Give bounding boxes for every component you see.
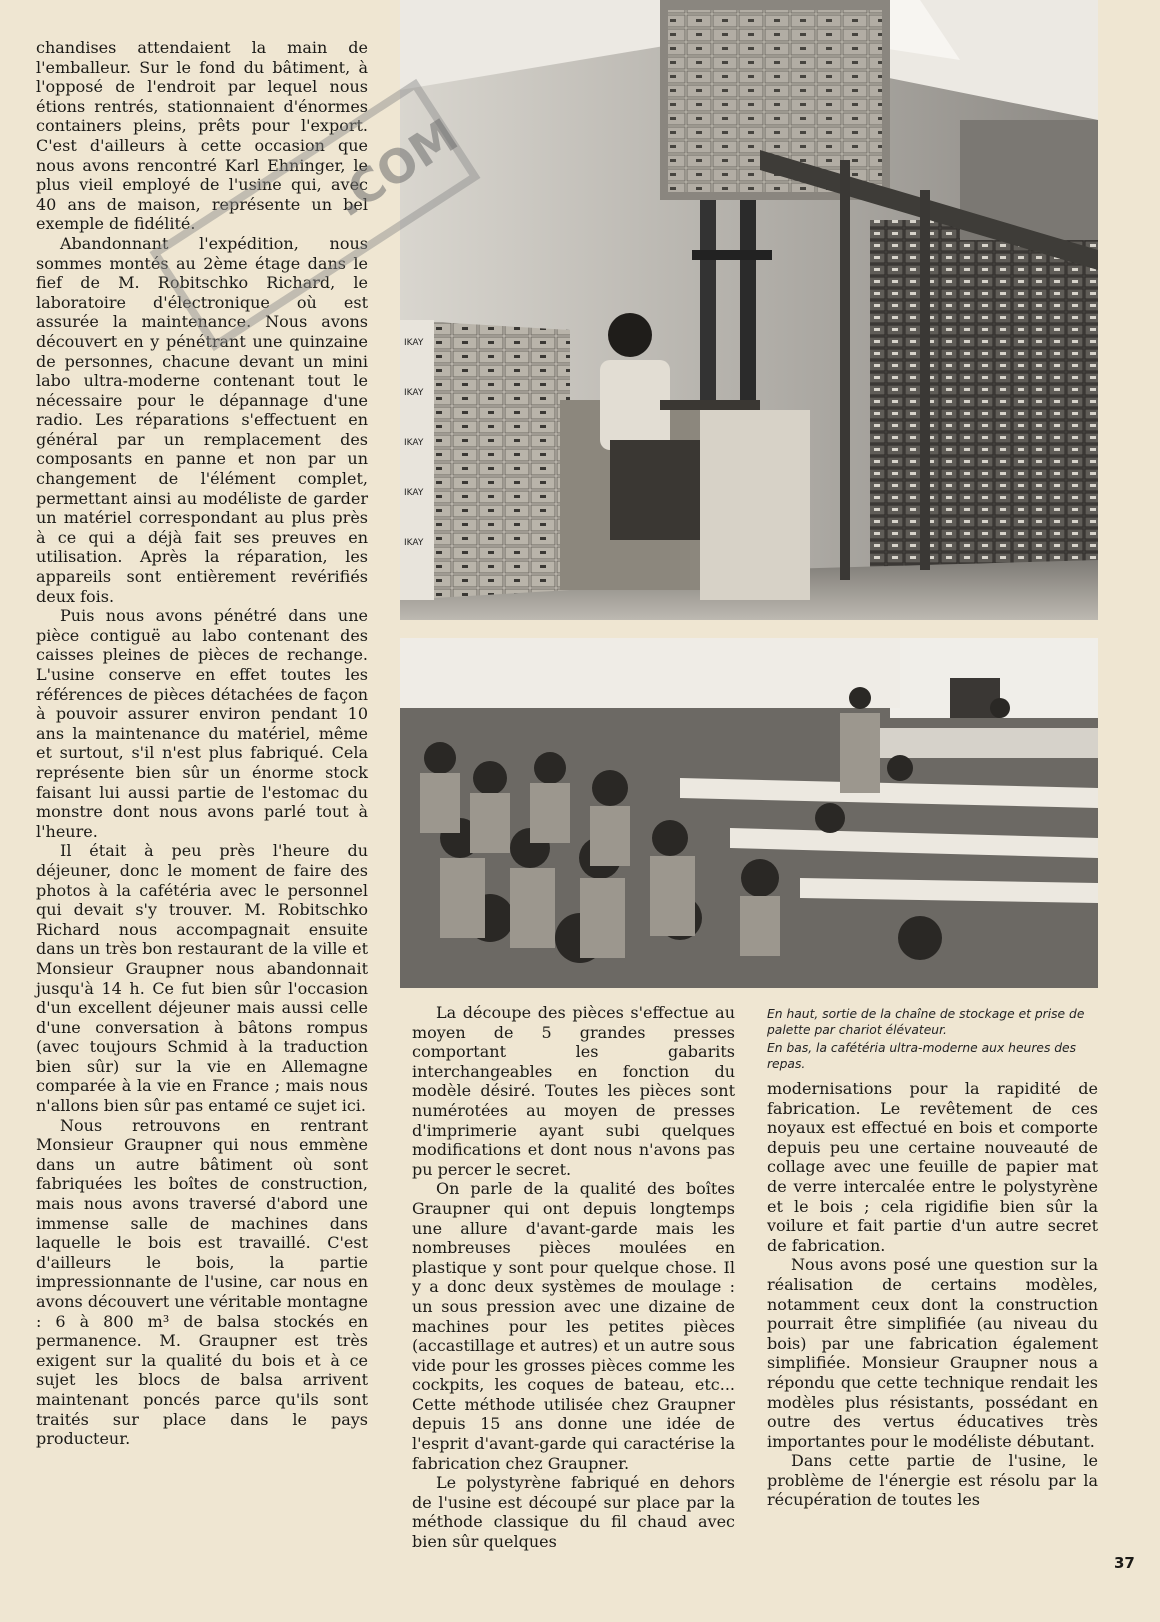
shelf-label: IKAY	[404, 538, 424, 548]
cafeteria-photo	[400, 638, 1098, 988]
paragraph: Nous avons posé une question sur la réalisation de certains modèles, notamment ceux dont la construction pourrait être simplifiée (au niveau du bois) par une fabrication également simplifiée. Monsieur Graupner nous a répondu que cette technique rendait les modèles plus résistants, possédant en outre des vertus éducatives très importantes pour le modéliste débutant.	[767, 1255, 1098, 1451]
photo-caption-top: En haut, sortie de la chaîne de stockage et prise de palette par chariot élévateur.	[767, 1007, 1085, 1037]
article-column-2	[412, 1003, 735, 1552]
paragraph: modernisations pour la rapidité de fabrication. Le revêtement de ces noyaux est effectué en bois et comporte depuis peu une certaine nouveauté de collage avec une feuille de papier mat de verre intercalée entre le polystyrène et le bois ; cela rigidifie bien sûr la voilure et fait partie d'un autre secret de fabrication.	[767, 1079, 1098, 1255]
paragraph: Dans cette partie de l'usine, le problème de l'énergie est résolu par la récupération de toutes les	[767, 1451, 1098, 1510]
paragraph: Abandonnant l'expédition, nous sommes montés au 2ème étage dans le fief de M. Robitschko Richard, le laboratoire d'électronique où est assurée la maintenance. Nous avons découvert en y pénétrant une quinzaine de personnes, chacune devant un mini labo ultra-moderne contenant tout le nécessaire pour le dépannage d'une radio. Les réparations s'effectuent en général par un remplacement des composants en panne et non par un changement de l'élément complet, permettant ainsi au modéliste de garder un matériel correspondant au plus près à ce qui a déjà fait ses preuves en utilisation. Après la réparation, les appareils sont entièrement revérifiés deux fois.	[36, 233, 368, 606]
shelf-label: IKAY	[404, 438, 424, 448]
paragraph: La découpe des pièces s'effectue au moyen de 5 grandes presses comportant les gabarits interchangeables en fonction du modèle désiré. Toutes les pièces sont numérotées au moyen de presses d'imprimerie ayant subi quelques modifications et dont nous n'avons pas pu percer le secret.	[412, 1003, 735, 1179]
warehouse-forklift-photo	[400, 0, 1098, 620]
cafeteria-illustration	[400, 638, 1098, 988]
shelf-label: IKAY	[404, 388, 424, 398]
paragraph: chandises attendaient la main de l'emballeur. Sur le fond du bâtiment, à l'opposé de l'endroit par lequel nous étions rentrés, stationnaient d'énormes containers pleins, prêts pour l'export. C'est d'ailleurs à cette occasion que nous avons rencontré Karl Ehninger, le plus vieil employé de l'usine qui, avec 40 ans de maison, représente un bel exemple de fidélité.	[36, 38, 368, 234]
paragraph: Nous retrouvons en rentrant Monsieur Graupner qui nous emmène dans un autre bâtiment où sont fabriquées les boîtes de construction, mais nous avons traversé d'abord une immense salle de machines dans laquelle le bois est travaillé. C'est d'ailleurs le bois, la partie impressionnante de l'usine, car nous en avons découvert une véritable montagne : 6 à 800 m³ de balsa stockés en permanence. M. Graupner est très exigent sur la qualité du bois et à ce sujet les blocs de balsa arrivent maintenant poncés parce qu'ils sont traités sur place dans le pays producteur.	[36, 1115, 368, 1449]
paragraph: On parle de la qualité des boîtes Graupner qui ont depuis longtemps une allure d'avant-garde mais les nombreuses pièces moulées en plastique y sont pour quelque chose. Il y a donc deux systèmes de moulage : un sous pression avec une dizaine de machines pour les petites pièces (accastillage et autres) et un autre sous vide pour les grosses pièces comme les cockpits, les coques de bateau, etc... Cette méthode utilisée chez Graupner depuis 15 ans donne une idée de l'esprit d'avant-garde qui caractérise la fabrication chez Graupner.	[412, 1179, 735, 1473]
shelf-label: IKAY	[404, 488, 424, 498]
watermark-text: .COM	[323, 107, 468, 228]
article-column-3	[767, 1079, 1098, 1510]
paragraph: Il était à peu près l'heure du déjeuner, donc le moment de faire des photos à la cafétéria avec le personnel qui devait s'y trouver. M. Robitschko Richard nous accompagnait ensuite dans un très bon restaurant de la ville et Monsieur Graupner nous abandonnait jusqu'à 14 h. Ce fut bien sûr l'occasion d'un excellent déjeuner mais aussi celle d'une conversation à bâtons rompus (avec toujours Schmid à la traduction bien sûr) sur la vie en Allemagne comparée à la vie en France ; mais nous n'allons bien sûr pas entamé ce sujet ici.	[36, 841, 368, 1116]
photo-caption-bottom: En bas, la cafétéria ultra-moderne aux heures des repas.	[767, 1041, 1077, 1071]
paragraph: Puis nous avons pénétré dans une pièce contiguë au labo contenant des caisses pleines de pièces de rechange. L'usine conserve en effet toutes les références de pièces détachées de façon à pouvoir assurer environ pendant 10 ans la maintenance du matériel, même et surtout, s'il n'est plus fabriqué. Cela représente bien sûr un énorme stock faisant lui aussi partie de l'estomac du monstre dont nous avons parlé tout à l'heure.	[36, 606, 368, 841]
warehouse-forklift-illustration	[400, 0, 1098, 620]
page-number: 37	[1114, 1554, 1135, 1572]
shelf-label: IKAY	[404, 338, 424, 348]
paragraph: Le polystyrène fabriqué en dehors de l'usine est découpé sur place par la méthode classique du fil chaud avec bien sûr quelques	[412, 1473, 735, 1552]
